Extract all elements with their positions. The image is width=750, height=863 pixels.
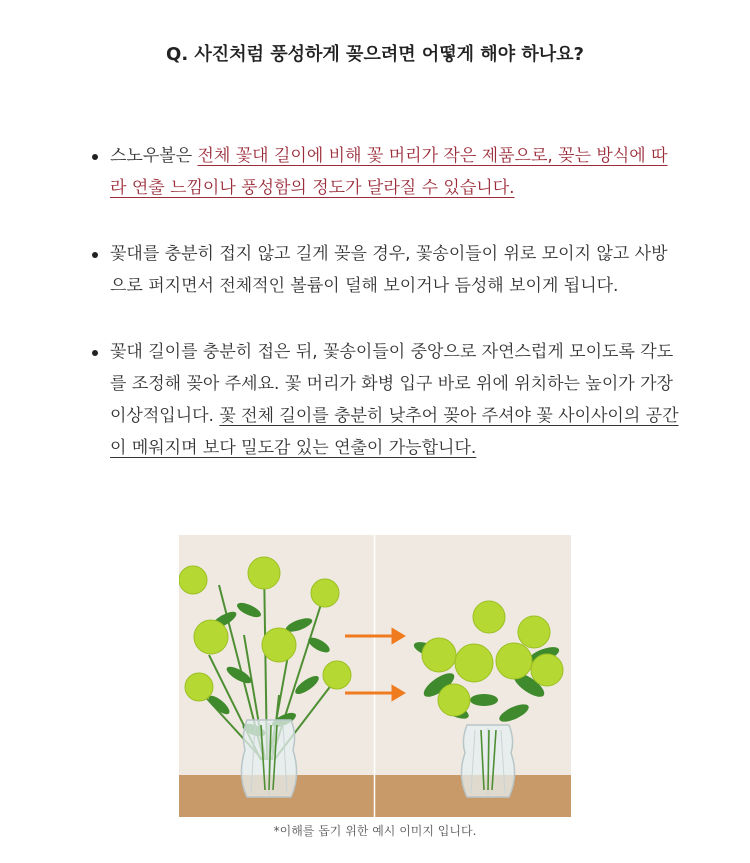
before-after-illustration [179, 535, 571, 817]
list-item [92, 140, 682, 204]
bullet-text: 스노우볼은 [110, 146, 198, 166]
underlined-text: 꽃 전체 길이를 충분히 낮추어 꽂아 주셔야 꽃 사이사이의 공간이 메워지며 보다 밀도감 있는 연출이 가능합니다. [110, 406, 679, 458]
vase-right [461, 725, 514, 797]
image-caption: *이해를 돕기 위한 예시 이미지 입니다. [273, 824, 477, 838]
list-item [92, 238, 682, 302]
question-title: Q. 사진처럼 풍성하게 꽂으려면 어떻게 해야 하나요? [166, 44, 584, 65]
bullet-text: 꽃대 길이를 충분히 접은 뒤, 꽃송이들이 중앙으로 자연스럽게 모이도록 각도를 조정해 꽂아 주세요. 꽃 머리가 화병 입구 바로 위에 위치하는 높이가 가장 이상적입니다. [110, 342, 674, 426]
bullet-text: 꽃대를 충분히 접지 않고 길게 꽂을 경우, 꽃송이들이 위로 모이지 않고 사방으로 퍼지면서 전체적인 볼륨이 덜해 보이거나 듬성해 보이게 됩니다. [110, 244, 668, 296]
example-image [179, 535, 571, 817]
highlighted-text: 전체 꽃대 길이에 비해 꽃 머리가 작은 제품으로, 꽂는 방식에 따라 연출 느낌이나 풍성함의 정도가 달라질 수 있습니다. [110, 146, 668, 198]
answer-list [92, 140, 682, 498]
list-item [92, 336, 682, 464]
vase-left [241, 720, 296, 797]
